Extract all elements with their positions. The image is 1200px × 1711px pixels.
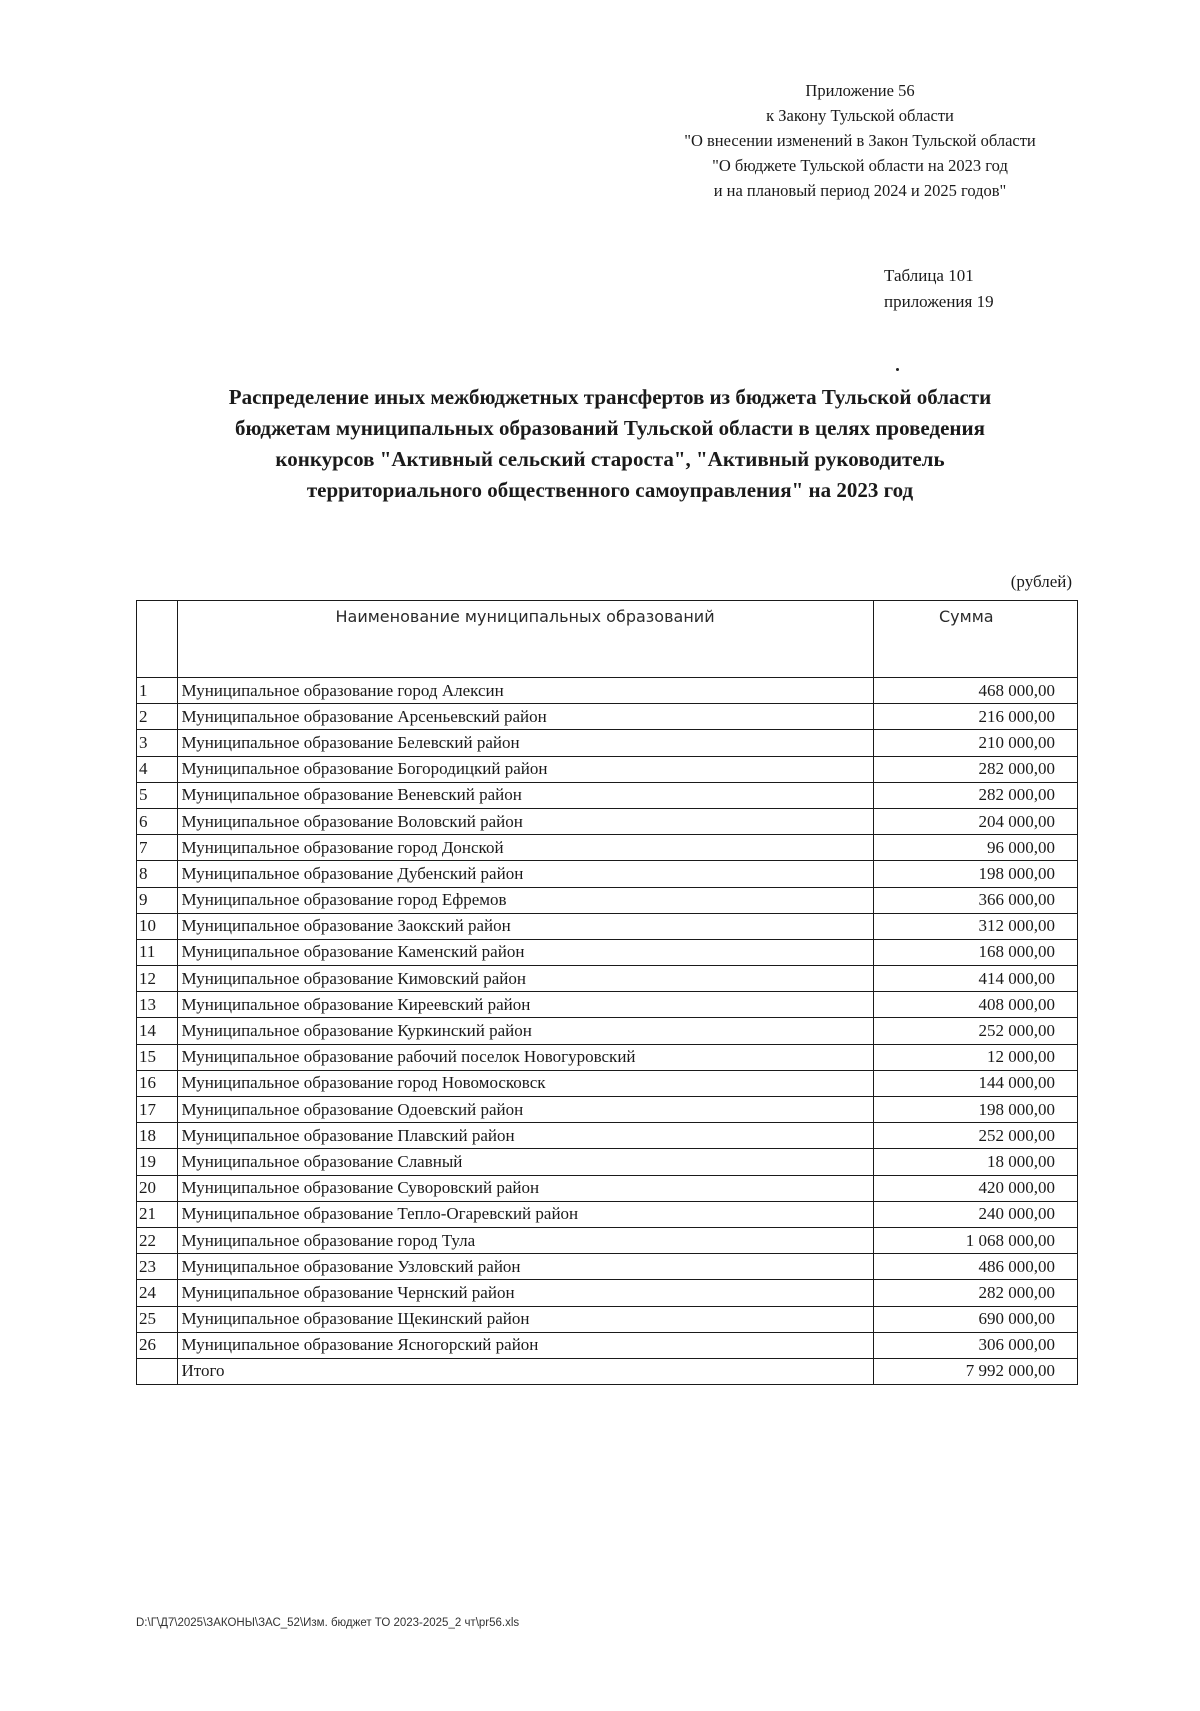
row-name: Муниципальное образование Дубенский район xyxy=(177,861,873,887)
row-name: Муниципальное образование город Тула xyxy=(177,1227,873,1253)
row-sum: 7 992 000,00 xyxy=(873,1358,1077,1384)
table-row xyxy=(137,1280,1078,1306)
row-name: Муниципальное образование рабочий поселок Новогуровский xyxy=(177,1044,873,1070)
row-name: Муниципальное образование Тепло-Огаревский район xyxy=(177,1201,873,1227)
table-row xyxy=(137,939,1078,965)
row-sum: 486 000,00 xyxy=(873,1254,1077,1280)
row-sum: 204 000,00 xyxy=(873,808,1077,834)
document-title-line: Распределение иных межбюджетных трансфертов из бюджета Тульской области xyxy=(228,385,992,409)
table-row xyxy=(137,1149,1078,1175)
row-name: Муниципальное образование Суворовский район xyxy=(177,1175,873,1201)
row-name: Муниципальное образование Каменский район xyxy=(177,939,873,965)
row-number: 15 xyxy=(137,1044,178,1070)
row-number: 8 xyxy=(137,861,178,887)
row-number: 26 xyxy=(137,1332,178,1358)
row-name: Муниципальное образование Веневский район xyxy=(177,782,873,808)
table-row xyxy=(137,835,1078,861)
row-name: Муниципальное образование Куркинский район xyxy=(177,1018,873,1044)
appendix-header-line: Приложение 56 xyxy=(805,81,915,100)
row-number: 9 xyxy=(137,887,178,913)
row-sum: 252 000,00 xyxy=(873,1018,1077,1044)
table-total-row xyxy=(137,1358,1078,1384)
table-row xyxy=(137,913,1078,939)
row-sum: 96 000,00 xyxy=(873,835,1077,861)
row-sum: 408 000,00 xyxy=(873,992,1077,1018)
row-number: 1 xyxy=(137,678,178,704)
table-row xyxy=(137,1097,1078,1123)
row-name: Муниципальное образование Белевский район xyxy=(177,730,873,756)
table-row xyxy=(137,756,1078,782)
table-body xyxy=(137,678,1078,1385)
table-reference xyxy=(884,263,994,315)
row-number: 5 xyxy=(137,782,178,808)
row-sum: 240 000,00 xyxy=(873,1201,1077,1227)
row-sum: 468 000,00 xyxy=(873,678,1077,704)
appendix-header-line: "О бюджете Тульской области на 2023 год xyxy=(712,156,1008,175)
row-sum: 414 000,00 xyxy=(873,966,1077,992)
table-row xyxy=(137,1123,1078,1149)
document-title xyxy=(130,382,1090,506)
row-number: 22 xyxy=(137,1227,178,1253)
row-sum: 210 000,00 xyxy=(873,730,1077,756)
row-sum: 1 068 000,00 xyxy=(873,1227,1077,1253)
row-sum: 144 000,00 xyxy=(873,1070,1077,1096)
row-number: 4 xyxy=(137,756,178,782)
row-number: 13 xyxy=(137,992,178,1018)
table-row xyxy=(137,1254,1078,1280)
row-number: 25 xyxy=(137,1306,178,1332)
row-sum: 12 000,00 xyxy=(873,1044,1077,1070)
row-name: Муниципальное образование Узловский район xyxy=(177,1254,873,1280)
row-sum: 690 000,00 xyxy=(873,1306,1077,1332)
row-number: 19 xyxy=(137,1149,178,1175)
row-number: 12 xyxy=(137,966,178,992)
table-row xyxy=(137,887,1078,913)
row-name: Муниципальное образование Щекинский район xyxy=(177,1306,873,1332)
row-name: Итого xyxy=(177,1358,873,1384)
row-sum: 198 000,00 xyxy=(873,1097,1077,1123)
table-row xyxy=(137,1201,1078,1227)
row-number: 2 xyxy=(137,704,178,730)
table-reference-line: Таблица 101 xyxy=(884,266,974,285)
row-name: Муниципальное образование Чернский район xyxy=(177,1280,873,1306)
column-header-sum: Сумма xyxy=(873,601,1077,678)
table-row xyxy=(137,861,1078,887)
row-name: Муниципальное образование Киреевский район xyxy=(177,992,873,1018)
row-number: 21 xyxy=(137,1201,178,1227)
row-number: 24 xyxy=(137,1280,178,1306)
appendix-header xyxy=(640,78,1080,203)
table-row xyxy=(137,966,1078,992)
table-row xyxy=(137,1306,1078,1332)
appendix-header-line: и на плановый период 2024 и 2025 годов" xyxy=(713,181,1007,200)
row-sum: 282 000,00 xyxy=(873,756,1077,782)
appendix-header-line: "О внесении изменений в Закон Тульской области xyxy=(684,131,1036,150)
row-name: Муниципальное образование Плавский район xyxy=(177,1123,873,1149)
row-sum: 198 000,00 xyxy=(873,861,1077,887)
table-row xyxy=(137,704,1078,730)
scan-speck xyxy=(896,368,899,371)
row-sum: 306 000,00 xyxy=(873,1332,1077,1358)
row-name: Муниципальное образование Славный xyxy=(177,1149,873,1175)
row-sum: 282 000,00 xyxy=(873,1280,1077,1306)
transfers-table xyxy=(136,600,1078,1385)
table-row xyxy=(137,1044,1078,1070)
document-title-line: территориального общественного самоуправления" на 2023 год xyxy=(306,478,914,502)
table-row xyxy=(137,1332,1078,1358)
column-header-name: Наименование муниципальных образований xyxy=(177,601,873,678)
table-row xyxy=(137,1227,1078,1253)
row-sum: 252 000,00 xyxy=(873,1123,1077,1149)
row-name: Муниципальное образование город Донской xyxy=(177,835,873,861)
row-name: Муниципальное образование город Алексин xyxy=(177,678,873,704)
row-sum: 18 000,00 xyxy=(873,1149,1077,1175)
row-number: 14 xyxy=(137,1018,178,1044)
table-header-row xyxy=(137,601,1078,678)
row-name: Муниципальное образование Богородицкий район xyxy=(177,756,873,782)
row-sum: 312 000,00 xyxy=(873,913,1077,939)
file-path-footer: D:\Г\Д7\2025\ЗАКОНЫ\ЗАС_52\Изм. бюджет ТО 2023-2025_2 чт\pr56.xls xyxy=(136,1617,520,1629)
row-sum: 366 000,00 xyxy=(873,887,1077,913)
document-title-line: бюджетам муниципальных образований Тульской области в целях проведения xyxy=(235,416,985,440)
table-row xyxy=(137,782,1078,808)
row-name: Муниципальное образование Воловский район xyxy=(177,808,873,834)
row-number: 3 xyxy=(137,730,178,756)
row-sum: 168 000,00 xyxy=(873,939,1077,965)
row-number: 7 xyxy=(137,835,178,861)
table-row xyxy=(137,678,1078,704)
row-sum: 420 000,00 xyxy=(873,1175,1077,1201)
row-number: 20 xyxy=(137,1175,178,1201)
table-row xyxy=(137,1018,1078,1044)
row-number: 10 xyxy=(137,913,178,939)
row-number: 23 xyxy=(137,1254,178,1280)
document-title-line: конкурсов "Активный сельский староста", "Активный руководитель xyxy=(275,447,945,471)
row-number xyxy=(137,1358,178,1384)
row-name: Муниципальное образование город Новомосковск xyxy=(177,1070,873,1096)
row-name: Муниципальное образование Арсеньевский район xyxy=(177,704,873,730)
row-sum: 216 000,00 xyxy=(873,704,1077,730)
column-header-number xyxy=(137,601,178,678)
row-name: Муниципальное образование Кимовский район xyxy=(177,966,873,992)
row-number: 18 xyxy=(137,1123,178,1149)
row-name: Муниципальное образование Ясногорский район xyxy=(177,1332,873,1358)
row-sum: 282 000,00 xyxy=(873,782,1077,808)
row-name: Муниципальное образование Заокский район xyxy=(177,913,873,939)
table-row xyxy=(137,992,1078,1018)
table-row xyxy=(137,1070,1078,1096)
table-reference-line: приложения 19 xyxy=(884,292,994,311)
row-number: 11 xyxy=(137,939,178,965)
table-row xyxy=(137,1175,1078,1201)
row-name: Муниципальное образование город Ефремов xyxy=(177,887,873,913)
row-number: 17 xyxy=(137,1097,178,1123)
row-number: 16 xyxy=(137,1070,178,1096)
table-row xyxy=(137,808,1078,834)
units-label: (рублей) xyxy=(1010,572,1072,591)
row-name: Муниципальное образование Одоевский район xyxy=(177,1097,873,1123)
table-row xyxy=(137,730,1078,756)
appendix-header-line: к Закону Тульской области xyxy=(766,106,954,125)
row-number: 6 xyxy=(137,808,178,834)
